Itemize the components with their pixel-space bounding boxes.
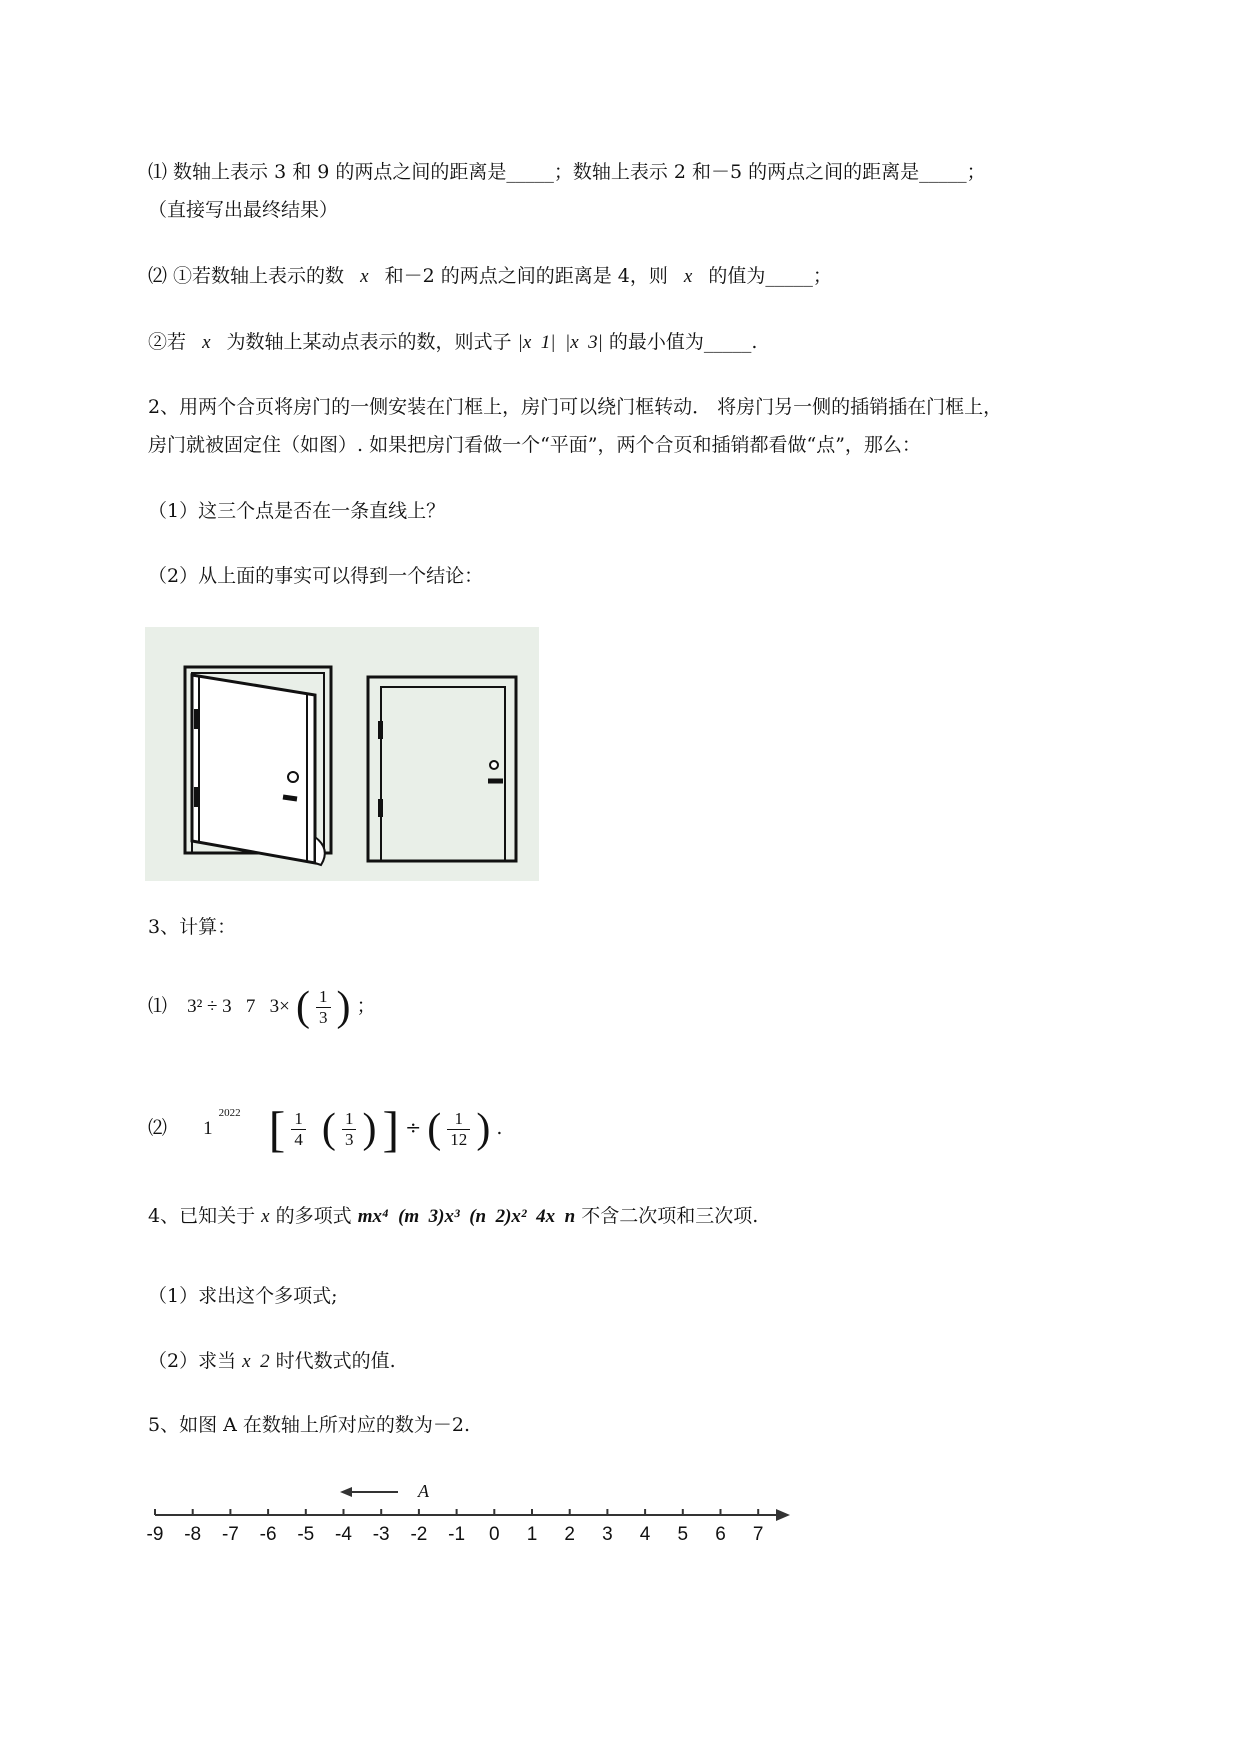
number-line-tick-label: -1 <box>448 1524 466 1545</box>
q3-part1-label: ⑴ <box>148 995 168 1017</box>
number-line-tick-label: 7 <box>752 1524 764 1545</box>
q3-part2-lparen2: ( <box>321 1106 336 1152</box>
q3-part2-base: 1 <box>203 1118 213 1139</box>
q3-part2-rbracket: ] <box>382 1101 400 1157</box>
number-line-svg <box>140 1480 800 1570</box>
q3-part1-rparen: ) <box>336 984 351 1030</box>
q3-part1-lparen: ( <box>295 984 310 1030</box>
q4-post: 不含二次项和三次项. <box>581 1205 759 1227</box>
number-line-tick-label: 3 <box>602 1524 613 1545</box>
q1-part2-1 <box>148 264 832 289</box>
q3-part2-frac1-num: 1 <box>291 1109 306 1130</box>
q4-sub1: （1）求出这个多项式; <box>148 1285 338 1307</box>
q4-sub2 <box>148 1349 396 1374</box>
q4-sub2-post: 时代数式的值. <box>275 1350 396 1372</box>
q3-part2-frac2 <box>342 1109 357 1150</box>
number-line-tick-label: -8 <box>184 1524 202 1545</box>
q3-part2-lbracket: [ <box>268 1101 286 1157</box>
q3-part1-frac-num: 1 <box>316 987 331 1008</box>
q1-part2-1-post: 的值为_____； <box>708 265 832 287</box>
q2-line2: 房门就被固定住（如图）. 如果把房门看做一个“平面”，两个合页和插销都看做“点”，那么： <box>148 434 921 456</box>
q1-part2-2-mid: 为数轴上某动点表示的数，则式子 <box>226 331 512 353</box>
number-line-tick-label: -4 <box>335 1524 352 1545</box>
q1-part2-2-post: 的最小值为_____. <box>608 331 758 353</box>
q1-part2-2-x: x <box>202 332 211 353</box>
q3-part2-div: ÷ <box>405 1117 422 1139</box>
number-line-tick-label: -2 <box>410 1524 428 1545</box>
q3-part2-rparen3: ) <box>476 1106 491 1152</box>
q3-part1-frac-den: 3 <box>319 1007 328 1027</box>
number-line-tick-label: -7 <box>221 1524 239 1545</box>
number-line <box>140 1480 800 1575</box>
q4-sub2-expr: x 2 <box>242 1351 270 1372</box>
q3-part2-label: ⑵ <box>148 1117 168 1139</box>
q4-mid: 的多项式 <box>275 1205 352 1227</box>
q4-pre: 4、已知关于 <box>148 1205 256 1227</box>
q4-x: x <box>261 1206 270 1227</box>
number-line-tick-label: 4 <box>639 1524 651 1545</box>
q3-part1-expr: 3² ÷ 3 7 3× <box>187 996 290 1017</box>
q2-sub1: （1）这三个点是否在一条直线上？ <box>148 500 446 522</box>
number-line-tick-label: -6 <box>259 1524 277 1545</box>
q1-part2-2 <box>148 330 757 355</box>
q3-part2-frac3-den: 12 <box>450 1129 468 1149</box>
number-line-tick-label: -3 <box>372 1524 390 1545</box>
q2-line1: 2、用两个合页将房门的一侧安装在门框上，房门可以绕门框转动． 将房门另一侧的插销插在门框上， <box>148 396 1003 418</box>
q1-part2-2-pre: ②若 <box>148 331 187 353</box>
q3-part1 <box>148 976 376 1036</box>
q4-expr: mx⁴ (m 3)x³ (n 2)x² 4x n <box>357 1206 576 1227</box>
q3-part2-frac2-den: 3 <box>344 1129 354 1149</box>
q3-part1-end: ； <box>356 995 376 1017</box>
q3-title: 3、计算： <box>148 916 237 938</box>
q3-part1-frac <box>316 987 331 1028</box>
q3-part2-frac3-num: 1 <box>447 1109 470 1130</box>
q3-part2-exp: 2022 <box>218 1107 241 1119</box>
door-figure <box>145 627 539 881</box>
number-line-tick-label: 5 <box>677 1524 689 1545</box>
q3-part2-lparen3: ( <box>427 1106 442 1152</box>
q3-part2-rparen2: ) <box>362 1106 377 1152</box>
q4-stem <box>148 1204 758 1229</box>
q1-part2-1-pre: ⑵ ①若数轴上表示的数 <box>148 265 345 287</box>
number-line-tick-label: -9 <box>146 1524 164 1545</box>
q1-part1-line1: ⑴ 数轴上表示 3 和 9 的两点之间的距离是_____；数轴上表示 2 和－5 的两点之间的距离是_____； <box>148 161 986 183</box>
q3-part2-end: . <box>496 1117 503 1139</box>
q1-part2-1-mid: 和－2 的两点之间的距离是 4，则 <box>384 265 668 287</box>
q5-title: 5、如图 A 在数轴上所对应的数为－2. <box>148 1414 471 1436</box>
q4-sub2-pre: （2）求当 <box>148 1350 237 1372</box>
point-a-label: A <box>418 1481 429 1501</box>
number-line-tick-label: 2 <box>564 1524 575 1545</box>
number-line-tick-label: 0 <box>489 1524 500 1545</box>
q3-part2-frac1-den: 4 <box>294 1129 303 1149</box>
q3-part2-frac2-num: 1 <box>342 1109 357 1130</box>
q3-part2 <box>148 1080 503 1157</box>
door-illustration <box>145 627 539 881</box>
q1-part1-line2: （直接写出最终结果） <box>148 199 339 221</box>
q1-part2-1-x1: x <box>360 266 369 287</box>
number-line-tick-label: -5 <box>297 1524 315 1545</box>
q2-sub2: （2）从上面的事实可以得到一个结论： <box>148 565 484 587</box>
number-line-tick-label: 1 <box>526 1524 538 1545</box>
q1-part2-2-expr: |x 1| |x 3| <box>517 332 603 353</box>
q3-part2-frac1 <box>291 1109 306 1150</box>
q3-part2-frac3 <box>447 1109 470 1150</box>
q1-part2-1-x2: x <box>683 266 693 287</box>
number-line-tick-label: 6 <box>715 1524 726 1545</box>
